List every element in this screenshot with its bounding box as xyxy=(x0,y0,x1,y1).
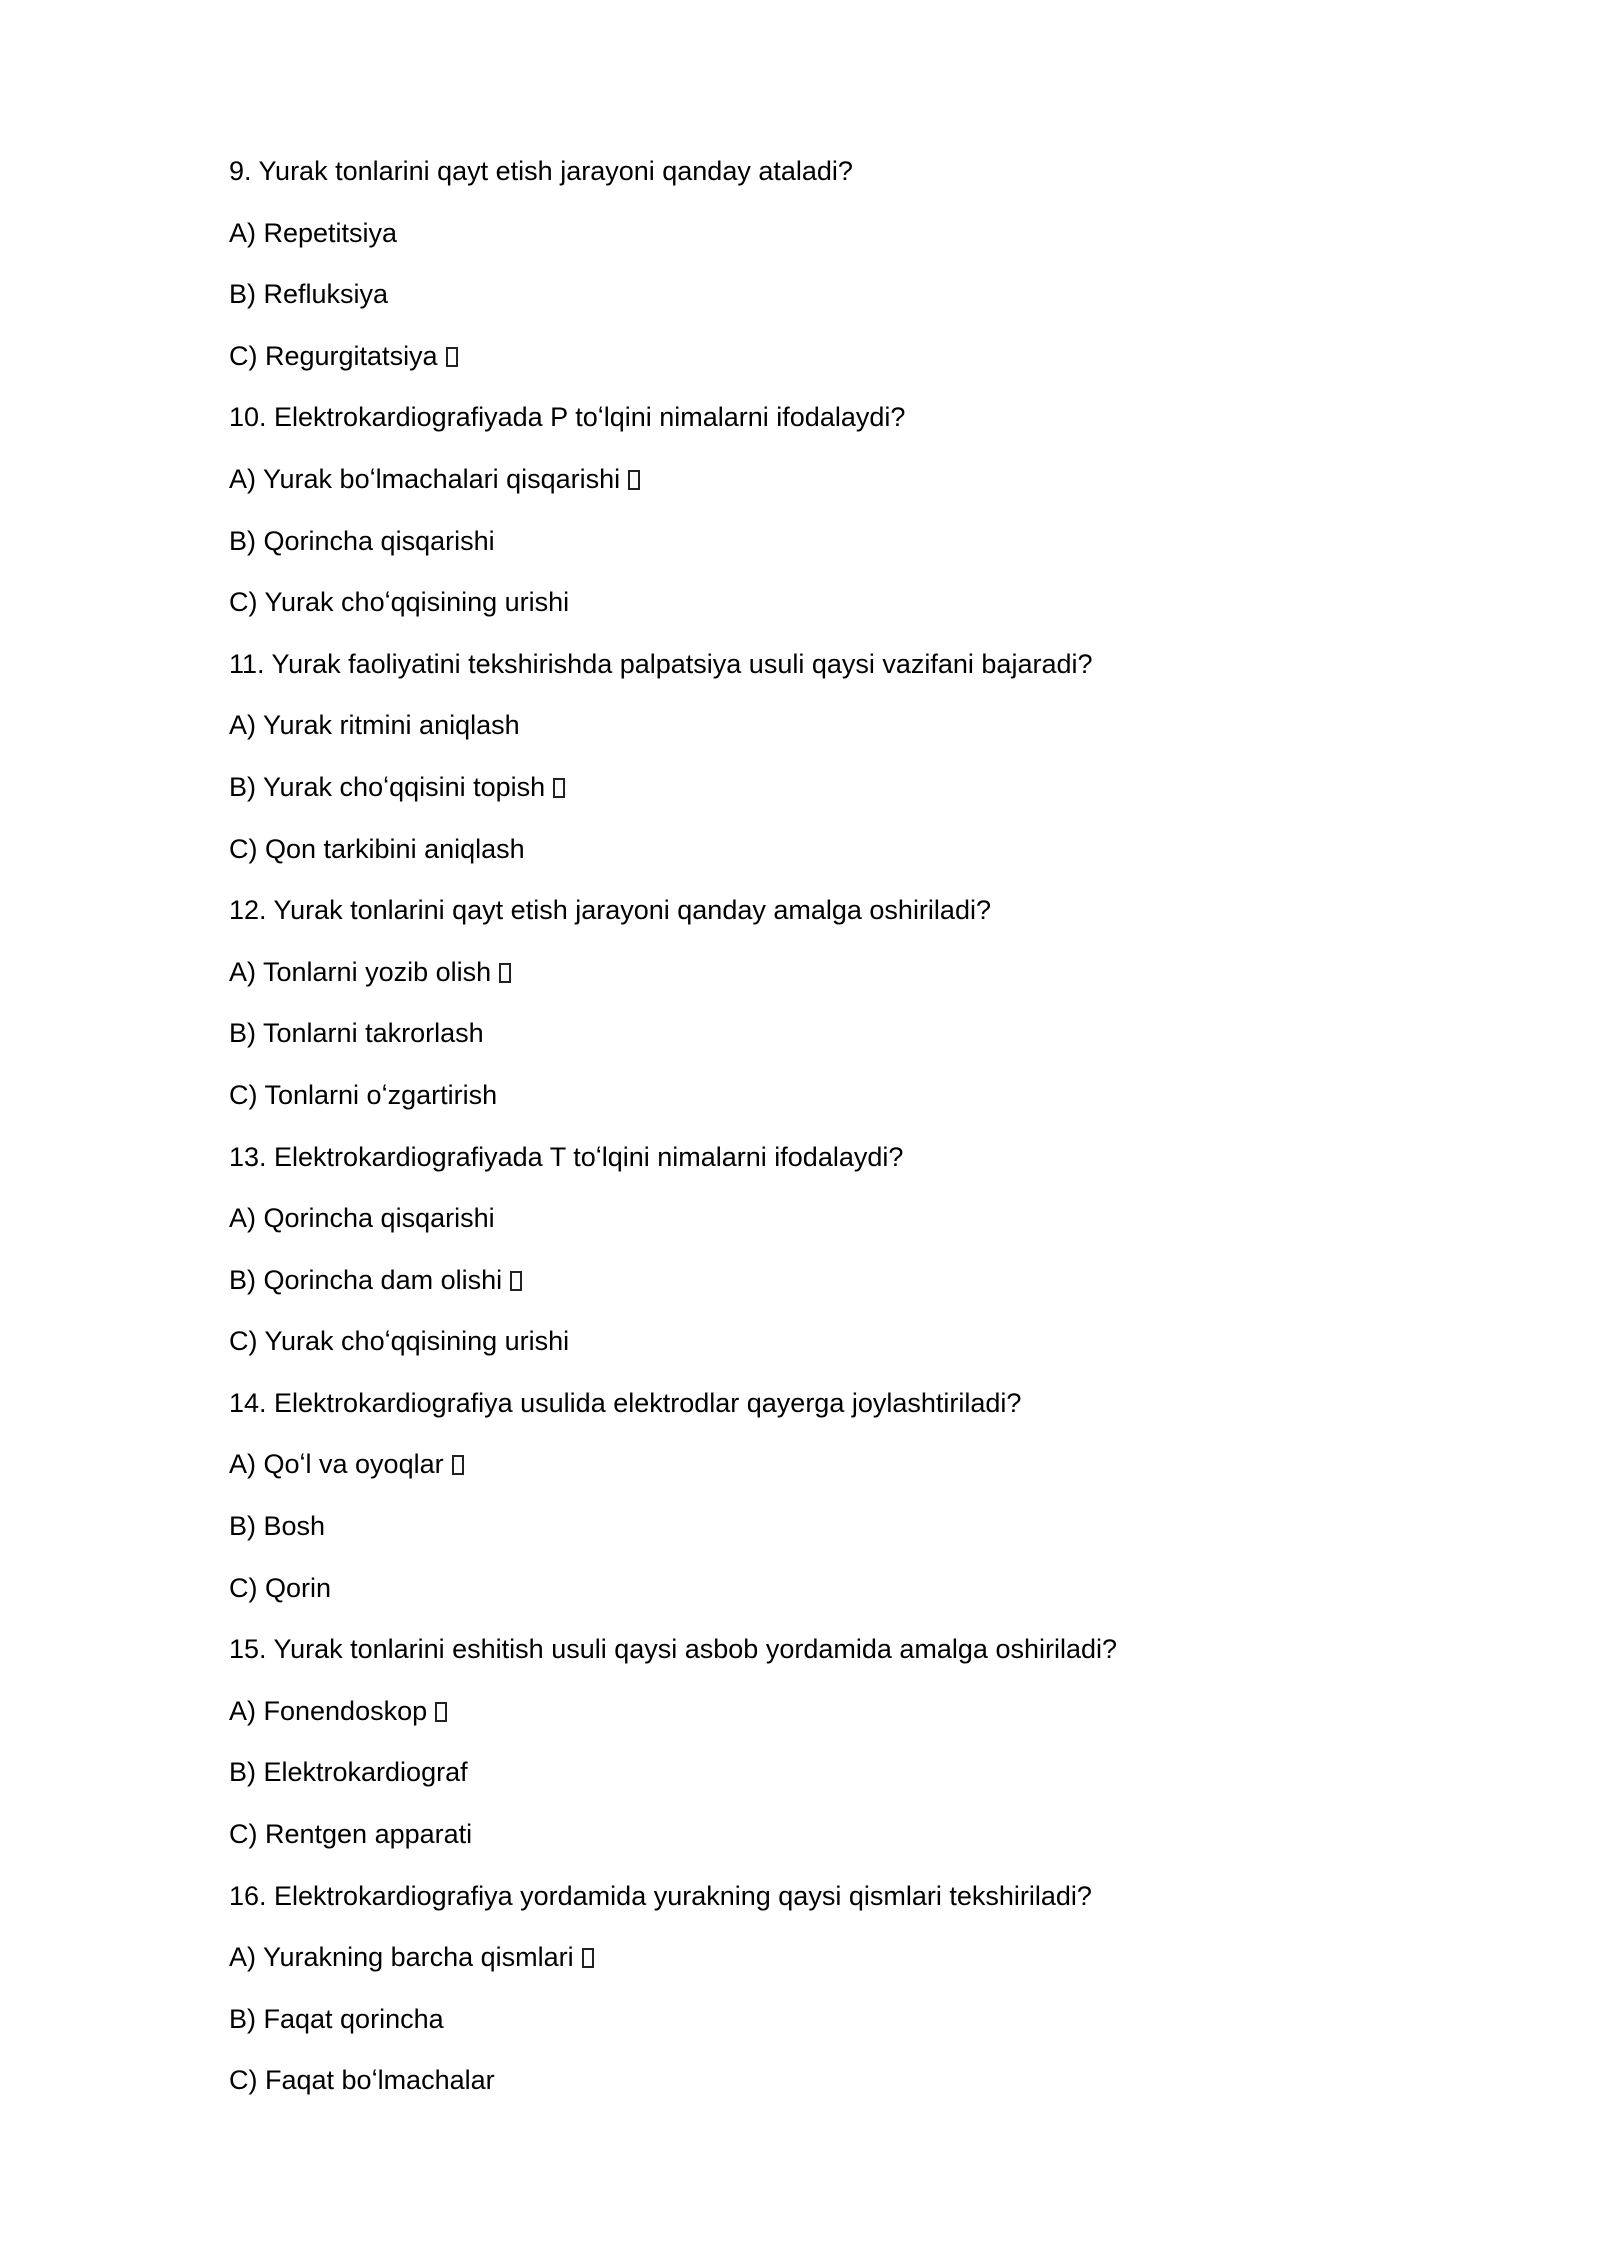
question-text xyxy=(229,1380,1429,1442)
answer-option xyxy=(229,518,1429,580)
answer-label: C) Qorin xyxy=(229,1572,332,1603)
question-label: 15. Yurak tonlarini eshitish usuli qaysi asbob yordamida amalga oshiriladi? xyxy=(229,1634,1118,1665)
question-text xyxy=(229,148,1429,210)
answer-option xyxy=(229,579,1429,641)
answer-option xyxy=(229,1688,1429,1750)
answer-label: C) Faqat boʻlmachalar xyxy=(229,2065,495,2096)
answer-option xyxy=(229,1195,1429,1257)
answer-option xyxy=(229,1318,1429,1380)
correct-answer-mark-icon xyxy=(582,1948,594,1968)
answer-label: C) Yurak choʻqqisining urishi xyxy=(229,1326,570,1357)
answer-label: A) Qoʻl va oyoqlar xyxy=(229,1449,444,1480)
answer-label: B) Tonlarni takrorlash xyxy=(229,1018,484,1049)
question-text xyxy=(229,1134,1429,1196)
answer-label: A) Yurakning barcha qismlari xyxy=(229,1942,574,1973)
answer-option xyxy=(229,1749,1429,1811)
answer-option xyxy=(229,1010,1429,1072)
answer-label: A) Yurak ritmini aniqlash xyxy=(229,710,520,741)
answer-label: A) Fonendoskop xyxy=(229,1695,428,1726)
answer-option xyxy=(229,1503,1429,1565)
question-text xyxy=(229,641,1429,703)
answer-option xyxy=(229,826,1429,888)
answer-label: A) Tonlarni yozib olish xyxy=(229,956,492,987)
answer-label: B) Refluksiya xyxy=(229,279,389,310)
answer-option xyxy=(229,764,1429,826)
question-label: 9. Yurak tonlarini qayt etish jarayoni qanday ataladi? xyxy=(229,156,853,186)
correct-answer-mark-icon xyxy=(435,1702,447,1722)
answer-option xyxy=(229,1811,1429,1873)
answer-label: C) Qon tarkibini aniqlash xyxy=(229,833,525,864)
answer-option xyxy=(229,1441,1429,1503)
answer-option xyxy=(229,949,1429,1011)
answer-option xyxy=(229,1934,1429,1996)
answer-label: B) Bosh xyxy=(229,1511,326,1542)
answer-option xyxy=(229,210,1429,272)
answer-option xyxy=(229,2057,1429,2119)
question-label: 14. Elektrokardiografiya usulida elektrodlar qayerga joylashtiriladi? xyxy=(229,1387,1022,1418)
answer-label: C) Rentgen apparati xyxy=(229,1819,473,1850)
answer-option xyxy=(229,1072,1429,1134)
question-label: 16. Elektrokardiografiya yordamida yurakning qaysi qismlari tekshiriladi? xyxy=(229,1880,1092,1911)
answer-label: B) Elektrokardiograf xyxy=(229,1757,468,1788)
correct-answer-mark-icon xyxy=(553,778,565,798)
answer-label: C) Yurak choʻqqisining urishi xyxy=(229,587,570,618)
question-label: 12. Yurak tonlarini qayt etish jarayoni qanday amalga oshiriladi? xyxy=(229,895,991,926)
answer-label: B) Qorincha dam olishi xyxy=(229,1264,503,1295)
answer-label: C) Regurgitatsiya xyxy=(229,340,438,371)
answer-option xyxy=(229,1565,1429,1627)
answer-option xyxy=(229,456,1429,518)
answer-option xyxy=(229,1996,1429,2058)
answer-option xyxy=(229,702,1429,764)
answer-label: A) Qorincha qisqarishi xyxy=(229,1203,495,1234)
answer-label: B) Yurak choʻqqisini topish xyxy=(229,771,546,802)
answer-option xyxy=(229,1257,1429,1319)
answer-label: B) Faqat qorincha xyxy=(229,2003,444,2034)
answer-label: C) Tonlarni oʻzgartirish xyxy=(229,1079,498,1110)
answer-option xyxy=(229,271,1429,333)
correct-answer-mark-icon xyxy=(628,470,640,490)
question-label: 13. Elektrokardiografiyada T toʻlqini nimalarni ifodalaydi? xyxy=(229,1141,904,1172)
quiz-content xyxy=(229,148,1429,2119)
answer-label: B) Qorincha qisqarishi xyxy=(229,525,495,556)
correct-answer-mark-icon xyxy=(446,347,458,367)
question-label: 10. Elektrokardiografiyada P toʻlqini nimalarni ifodalaydi? xyxy=(229,402,906,433)
correct-answer-mark-icon xyxy=(510,1271,522,1291)
question-text xyxy=(229,1626,1429,1688)
correct-answer-mark-icon xyxy=(499,963,511,983)
question-label: 11. Yurak faoliyatini tekshirishda palpatsiya usuli qaysi vazifani bajaradi? xyxy=(229,648,1093,679)
question-text xyxy=(229,394,1429,456)
answer-label: A) Repetitsiya xyxy=(229,217,398,248)
answer-label: A) Yurak boʻlmachalari qisqarishi xyxy=(229,463,621,494)
question-text xyxy=(229,887,1429,949)
correct-answer-mark-icon xyxy=(452,1455,464,1475)
question-text xyxy=(229,1873,1429,1935)
answer-option xyxy=(229,333,1429,395)
